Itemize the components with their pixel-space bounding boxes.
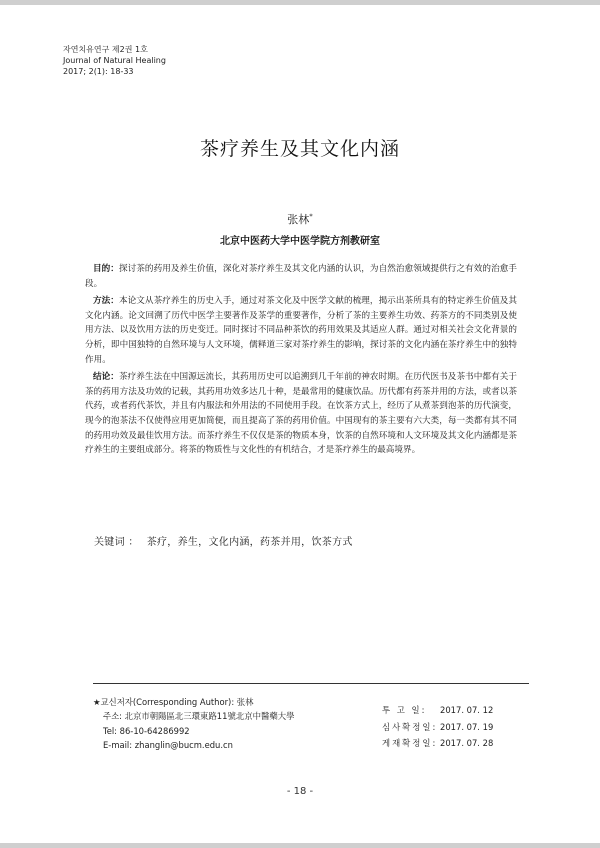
corr-tel: Tel: 86-10-64286992 xyxy=(103,725,190,736)
purpose-label: 目的： xyxy=(93,264,119,274)
author-mark: * xyxy=(309,212,313,221)
footnote-divider xyxy=(93,683,529,684)
date-value: 2017. 07. 12 xyxy=(440,705,494,715)
date-row-submitted xyxy=(382,702,493,719)
paper-title: 茶疗养生及其文化内涵 xyxy=(199,138,400,160)
author-name: 张林 xyxy=(287,213,310,226)
submission-dates xyxy=(382,702,493,752)
date-value: 2017. 07. 19 xyxy=(440,721,494,732)
abstract-method xyxy=(85,294,517,367)
date-label: 투 고 일: xyxy=(382,705,427,715)
date-row-reviewed xyxy=(382,719,493,736)
keywords-text: 茶疗，养生，文化内涵，药茶并用，饮茶方式 xyxy=(146,537,353,548)
corr-address: 주소: 北京市朝陽區北三環東路11號北京中醫藥大學 xyxy=(103,711,295,722)
result-label: 结论： xyxy=(93,372,119,383)
corr-email: E-mail: zhanglin@bucm.edu.cn xyxy=(103,739,233,750)
author-line xyxy=(0,211,600,227)
keywords-label: 关键词 ： xyxy=(94,537,139,548)
corresponding-author-info xyxy=(93,695,294,752)
bottom-border xyxy=(0,843,600,848)
method-text: 本论文从茶疗养生的历史入手，通过对茶文化及中医学文献的梳理，揭示出茶所具有的特定养生价值及其文化内涵。论文回溯了历代中医学主要著作及茶学的重要著作，分析了茶的主要养生功效、药茶方的不同类别及使用方法、以及饮用方法的历史变迁。同时探讨不同品种茶饮的药用效果及其适应人群。通过对相关社会文化背景的分析，即中国独特的自然环境与人文环境，儒释道三家对茶疗养生的影响，探讨茶的文化内涵在茶疗养生中的独特作用。 xyxy=(85,296,517,365)
result-text: 茶疗养生法在中国源远流长，其药用历史可以追溯到几千年前的神农时期。在历代医书及茶书中都有关于茶的药用方法及功效的记载，其药用功效多达几十种，是最常用的健康饮品。历代都有药茶并用的方法，或者以茶代药，或者药代茶饮，并且有内服法和外用法的不同使用手段。在饮茶方式上，经历了从煮茶到泡茶的历代演变，现今的泡茶法不仅使得应用更加简便，而且提高了茶的药用价值。中国现有的茶主要有六大类，每一类都有其不同的药用功效及最佳饮用方法。而茶疗养生不仅仅是茶的物质本身，饮茶的自然环境和人文环境及其文化内涵都是茶疗养生的主要组成部分。将茶的物质性与文化性的有机结合，才是茶疗养生的最高境界。 xyxy=(85,372,517,456)
journal-title-english: Journal of Natural Healing xyxy=(63,56,166,65)
journal-title-korean: 자연치유연구 제2권 1호 xyxy=(63,45,148,54)
method-label: 方法： xyxy=(93,296,119,307)
keywords xyxy=(94,533,353,548)
date-label: 게재확정일: xyxy=(382,738,438,748)
journal-header xyxy=(63,44,166,77)
abstract-purpose xyxy=(85,262,517,291)
date-label: 심사확정일: xyxy=(382,721,438,732)
date-value: 2017. 07. 28 xyxy=(440,738,494,748)
corr-author: ★교신저자(Corresponding Author): 张林 xyxy=(93,697,254,707)
affiliation: 北京中医药大学中医学院方剂教研室 xyxy=(220,236,380,247)
purpose-text: 探讨茶的药用及养生价值，深化对茶疗养生及其文化内涵的认识，为自然治愈领域提供行之有效的治愈手段。 xyxy=(85,264,517,289)
abstract xyxy=(85,262,517,461)
page-number: - 18 - xyxy=(286,786,314,797)
date-row-accepted xyxy=(382,735,493,752)
journal-citation: 2017; 2(1): 18-33 xyxy=(63,67,134,76)
abstract-result xyxy=(85,370,517,458)
top-border xyxy=(0,0,600,5)
